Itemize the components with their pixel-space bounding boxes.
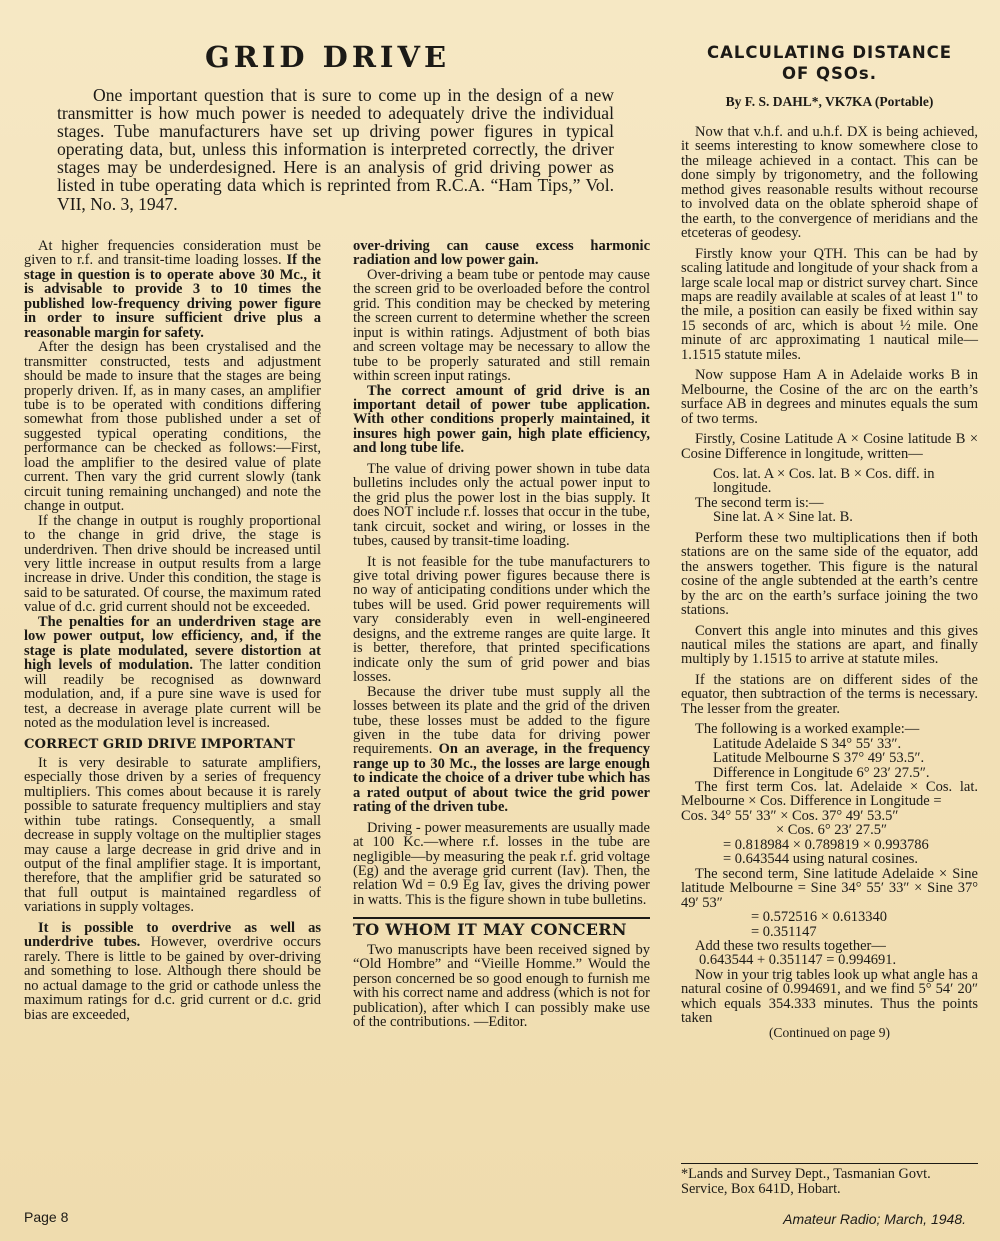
paragraph: The second term is:— — [695, 494, 824, 511]
paragraph: If the change in output is roughly proportional to the change in grid drive, the stage is underdriven. Then drive should be increased until very little increase in output results from a large increase in drive. Under this condition, the stage is said to be saturated. Of course, the maximum rated value of d.c. grid current should not be exceeded. — [24, 512, 321, 616]
paragraph: The penalties for an underdriven stage are low power output, low efficiency, and, if the stage is plate modulated, severe distortion at high levels of modulation. The latter condition will readily be recognised as downward modulation, and, if a pure sine wave is used for test, a decrease in average plate current will be noted as the modulation level is increased. — [24, 613, 321, 731]
article-intro: One important question that is sure to come up in the design of a new transmitter is how much power is needed to adequately drive the individual stages. Tube manufacturers have set up driving power figures in typical operating data, but, unless this information is interpreted correctly, the driver stages may be underdesigned. Here is an analysis of grid driving power as listed in tube operating data which is reprinted from R.C.A. “Ham Tips,” Vol. VII, No. 3, 1947. — [57, 85, 614, 214]
paragraph: Perform these two multiplications then if both stations are on the same side of the equator, add the answers together. This figure is the natural cosine of the angle subtended at the earth’s centre by the arc on the earth’s surface joining the two stations. — [681, 529, 978, 619]
paragraph: At higher frequencies consideration must be given to r.f. and transit-time loading losses. If the stage in question is to operate above 30 Mc., it is advisable to provide 3 to 10 times the published low-frequency driving power figure in order to insure sufficient drive plus a reasonable margin for safety. — [24, 238, 321, 341]
paragraph: Driving - power measurements are usually made at 100 Kc.—where r.f. losses in the tube are negligible—by measuring the peak r.f. grid voltage (Eg) and the average grid current (Iav). Then, the relation Wd = 0.9 Eg Iav, gives the driving power in watts. This is the figure shown in tube bulletins. — [353, 819, 650, 908]
paragraph: If the stations are on different sides of the equator, then subtraction of the terms is necessary. The lesser from the greater. — [681, 671, 978, 717]
footnote: *Lands and Survey Dept., Tasmanian Govt. Service, Box 641D, Hobart. — [681, 1163, 978, 1197]
example-line: Difference in Longitude 6° 23′ 27.5″. — [713, 764, 930, 781]
notice-body: Two manuscripts have been received signed by “Old Hombre” and “Vieille Homme.” Would the person concerned be so good enough to furnish me with his correct name and address (which is not for publication), after which I can possibly make use of the contributions. —Editor. — [353, 941, 650, 1031]
byline: By F. S. DAHL*, VK7KA (Portable) — [725, 94, 934, 109]
equation: Cos. lat. A × Cos. lat. B × Cos. diff. in longitude. — [713, 465, 935, 497]
paragraph: Now suppose Ham A in Adelaide works B in Melbourne, the Cosine of the arc on the earth’s surface AB in degrees and minutes equals the sum of two terms. — [681, 367, 978, 427]
paragraph: Firstly know your QTH. This can be had by scaling latitude and longitude of your shack from a large scale local map or district survey chart. Since maps are readily available at scales of at least 1" to the mile, a position can easily be fixed within say 15 seconds of arc, which is about ½ mile. One minute of arc approximating 1 nautical mile—1.1515 statute miles. — [681, 245, 978, 363]
example-line: = 0.818984 × 0.789819 × 0.993786 — [723, 836, 929, 853]
example-line: = 0.351147 — [751, 923, 817, 940]
paragraph: Firstly, Cosine Latitude A × Cosine latitude B × Cosine Difference in longitude, written— — [681, 431, 978, 462]
paragraph: It is not feasible for the tube manufacturers to give total driving power figures because there is no way of anticipating conditions under which the tubes will be used. Grid power requirements will vary considerably even in well-engineered designs, and the extreme ranges are quite large. It is better, therefore, that printed specifications indicate only the sum of grid power and bias losses. — [353, 553, 650, 686]
example-line: 0.643544 + 0.351147 = 0.994691. — [699, 952, 897, 969]
paragraph: Convert this angle into minutes and this gives nautical miles the stations are apart, and finally multiply by 1.1515 to arrive at statute miles. — [681, 622, 978, 668]
example-line: Cos. 34° 55′ 33″ × Cos. 37° 49′ 53.5″ — [681, 807, 899, 824]
paragraph: The first term Cos. lat. Adelaide × Cos. lat. Melbourne × Cos. Difference in Longitude = — [681, 779, 978, 810]
paragraph: Now that v.h.f. and u.h.f. DX is being achieved, it seems interesting to know somewhere close to the mileage achieved in a contact. This can be done simply by trigonometry, and the following method gives reasonable results without recourse to involved data on the oblate spheroid shape of the earth, to the convergence of meridians and the etceteras of geodesy. — [681, 124, 978, 242]
article-column-3 — [681, 125, 978, 1040]
paragraph: The following is a worked example:— — [695, 721, 920, 738]
paragraph: It is possible to overdrive as well as underdrive tubes. However, overdrive occurs rarely. There is little to be gained by over-driving and something to lose. Although there should be no actual damage to the grid or cathode unless the maximum ratings for d.c. grid current or d.c. grid bias are exceeded, — [24, 919, 321, 1023]
paragraph: The value of driving power shown in tube data bulletins includes only the actual power input to the grid plus the power lost in the bias supply. It does NOT include r.f. losses that occur in the tube, tank circuit, socket and wiring, or losses in the tubes, caused by transit-time loading. — [353, 460, 650, 550]
side-article-title: CALCULATING DISTANCE OF QSOs. — [706, 43, 953, 83]
paragraph: Now in your trig tables look up what angle has a natural cosine of 0.994691, and we find 5° 54′ 20″ which equals 354.333 minutes. Thus the points taken — [681, 966, 978, 1027]
example-line: Latitude Melbourne S 37° 49′ 53.5″. — [713, 750, 925, 767]
publication-info: Amateur Radio; March, 1948. — [783, 1211, 966, 1227]
divider — [353, 917, 650, 919]
paragraph: Add these two results together— — [695, 938, 886, 955]
paragraph: over-driving can cause excess harmonic radiation and low power gain. — [353, 238, 650, 269]
equation: Sine lat. A × Sine lat. B. — [713, 509, 853, 526]
paragraph: The correct amount of grid drive is an important detail of power tube application. With other conditions properly maintained, it insures high power gain, high plate efficiency, and long tube life. — [353, 382, 650, 457]
continued-note: (Continued on page 9) — [768, 1024, 891, 1040]
article-column-2 — [353, 239, 650, 1030]
example-line: = 0.572516 × 0.613340 — [751, 909, 887, 926]
example-line: = 0.643544 using natural cosines. — [723, 851, 919, 868]
notice-title: TO WHOM IT MAY CONCERN — [353, 920, 627, 940]
paragraph: Because the driver tube must supply all the losses between its plate and the grid of the driven tube, these losses must be added to the figure given in the tube data for driving power requirements. On an average, in the frequency range up to 30 Mc., the losses are large enough to indicate the choice of a driver tube which has a rated output of about twice the grid power rating of the driven tube. — [353, 683, 650, 816]
example-line: Latitude Adelaide S 34° 55′ 33″. — [713, 735, 902, 752]
paragraph: After the design has been crystalised and the transmitter constructed, tests and adjustment should be made to insure that the stages are being properly driven. If, as in many cases, an amplifier tube is to be operated with conditions differing somewhat from those published under a set of suggested typical operating conditions, the performance can be checked as follows:—First, load the amplifier to the desired value of plate current. Then vary the grid current slowly (tank circuit tuning remaining unchanged) and note the change in output. — [24, 339, 321, 515]
article-title: GRID DRIVE — [205, 40, 451, 74]
article-column-1 — [24, 239, 321, 1022]
example-line: × Cos. 6° 23′ 27.5″ — [776, 822, 888, 839]
paragraph: The second term, Sine latitude Adelaide × Sine latitude Melbourne = Sine 34° 55′ 33″ × Sine 37° 49′ 53″ — [681, 865, 978, 911]
page-number: Page 8 — [24, 1209, 69, 1225]
paragraph: It is very desirable to saturate amplifiers, especially those driven by a series of frequency multipliers. This comes about because it is rarely possible to saturate frequency multipliers and stay within tube ratings. Consequently, a small decrease in supply voltage on the multiplier stages may cause a large decrease in grid drive and in output of the final amplifier stage. It is important, therefore, that the amplifier grid be saturated so that full output is maintained regardless of variations in supply voltages. — [24, 754, 321, 916]
section-heading: CORRECT GRID DRIVE IMPORTANT — [24, 737, 295, 753]
paragraph: Over-driving a beam tube or pentode may cause the screen grid to be overloaded before the control grid. This condition may be checked by metering the screen current to determine whether the screen input is within ratings. Adjustment of both bias and screen voltage may be necessary to allow the tube to be properly saturated and still remain within screen input ratings. — [353, 266, 650, 385]
